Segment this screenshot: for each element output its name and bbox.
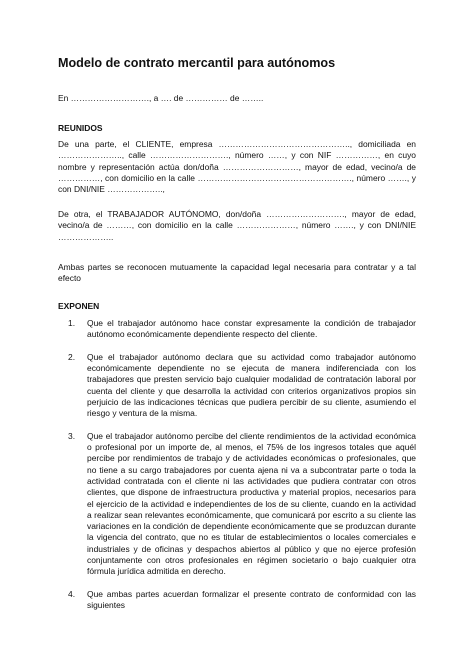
exponen-heading: EXPONEN <box>58 301 100 311</box>
capacity-paragraph: Ambas partes se reconocen mutuamente la capacidad legal necesaria para contratar y a tal efecto <box>58 262 416 284</box>
list-item-text: Que ambas partes acuerdan formalizar el presente contrato de conformidad con las siguientes <box>87 588 416 611</box>
list-item-text: Que el trabajador autónomo percibe del cliente rendimientos de la actividad económica o profesional por un importe de, al menos, el 75% de los ingresos totales que aquél percibe por rendimientos de trabajo y de actividades económicas o profesionales, que no tiene a su cargo trabajadores por cuenta ajena ni va a subcontratar parte o toda la actividad contratada con el cliente ni las actividades que pudiera contratar con otros clientes, que dispone de infraestructura productiva y material propios, necesarios para el ejercicio de la actividad e independientes de los de su cliente, cuando en la actividad a realizar sean relevantes económicamente, que comunicará por escrito a su cliente las variaciones en la condición de dependiente económicamente que se produzcan durante la vigencia del contrato, que no es titular de establecimientos o locales comerciales e industriales y de oficinas y despachos abiertos al público y que no ejerce profesión conjuntamente con otros profesionales en régimen societario o bajo cualquier otra fórmula jurídica admitida en derecho. <box>87 430 416 577</box>
list-item-number: 3. <box>68 430 76 441</box>
list-item-text: Que el trabajador autónomo hace constar expresamente la condición de trabajador autónomo económicamente dependiente respecto del cliente. <box>87 318 416 340</box>
reunidos-heading: REUNIDOS <box>58 123 103 133</box>
place-date-line: En ………………………., a …. de …………… de …….. <box>58 93 264 103</box>
list-item-text: Que el trabajador autónomo declara que su actividad como trabajador autónomo económicamente dependiente no se ejecuta de manera indiferenciada con los trabajadores que presten servicio bajo cualquier modalidad de contratación laboral por cuenta del cliente y que desarrolla la actividad con criterios organizativos propios sin perjuicio de las indicaciones técnicas que pudiera percibir de su cliente, asumiendo el riesgo y ventura de la misma. <box>87 351 416 419</box>
client-party-paragraph: De una parte, el CLIENTE, empresa ……………………………………….., domiciliada en ………………….., calle ………………………., número ……, y con NIF ……………, en cuyo nombre y representación actúa don/doña ………………………, mayor de edad, vecino/a de ……………, con domicilio en la calle ………………………………………………., número ……., y con DNI/NIE ……………….., <box>58 139 416 195</box>
list-item <box>58 431 416 578</box>
list-item <box>58 589 416 612</box>
list-item <box>58 318 416 341</box>
list-item-number: 2. <box>68 351 76 362</box>
exponen-list <box>58 318 416 623</box>
worker-party-paragraph: De otra, el TRABAJADOR AUTÓNOMO, don/doña ………………………., mayor de edad, vecino/a de ………, con domicilio en la calle …………………, número ……., y con DNI/NIE ……………….. <box>58 209 416 242</box>
list-item-number: 4. <box>68 588 76 599</box>
list-item-number: 1. <box>68 318 76 328</box>
list-item <box>58 352 416 420</box>
document-title: Modelo de contrato mercantil para autónomos <box>58 56 336 70</box>
